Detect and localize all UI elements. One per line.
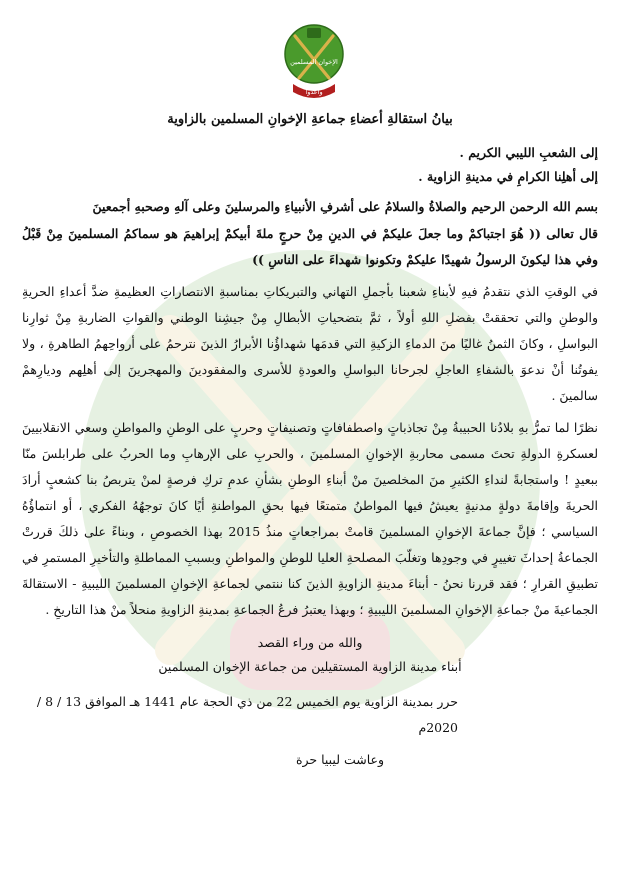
- address-line-zawiya: إلى أهلِنا الكرامِ في مدينةِ الزاوية .: [418, 169, 598, 184]
- closing-dua: والله من وراء القصد: [257, 635, 363, 650]
- paragraph-congratulations: في الوقتِ الذي نتقدمُ فيهِ لأبناءِ شعبنا بأجملِ التهاني والتبريكاتِ بمناسبةِ الانتصاراتِ العظيمةِ ضدَّ أعداءِ الحريةِ والوطنِ والتي تحققتْ بفضلِ اللهِ أولاً ، ثمَّ بتضحياتِ الأبطالِ مِنْ جيشِنا الوطني والقواتِ الضاربةِ مِنْ ثوارِنا البواسلِ ، وكانَ الثمنُ غاليًا منَ الدماءِ الزكيةِ التي قدمَها شهداؤُنا الأبرارُ الذينَ نترحمُ على أرواحِهمُ الطاهرةِ ، ولا يفوتُنا أنْ ندعوَ بالشفاءِ العاجلِ لجرحانا البواسلِ والعودةِ للأسرى والمفقودينَ والمهجرينَ إلى أهلِهم وديارِهمْ سالمينَ .: [22, 284, 598, 403]
- date-line: حرر بمدينة الزاوية يوم الخميس 22 من ذي الحجة عام 1441 هـ الموافق 13 / 8 / 2020م: [36, 694, 458, 735]
- statement-document: [22, 112, 598, 773]
- signatories: أبناء مدينة الزاوية المستقيلين من جماعة الإخوان المسلمين: [158, 659, 462, 674]
- emblem-banner-text: وأعدوا: [305, 88, 323, 96]
- address-line-people: إلى الشعبِ الليبي الكريم .: [459, 145, 598, 160]
- basmala: بسم الله الرحمن الرحيم والصلاةُ والسلامُ على أشرفِ الأنبياءِ والمرسلينَ وعلى آلهِ وصحبهِ أجمعينَ: [92, 199, 598, 214]
- final-slogan: وعاشت ليبيا حرة: [295, 752, 385, 767]
- muslim-brotherhood-emblem: [283, 22, 345, 104]
- book-icon: [307, 28, 321, 38]
- quran-verse: قال تعالى (( هُوَ اجتباكمْ وما جعلَ عليكمْ في الدينِ مِنْ حرجٍ ملةَ أبيكمْ إبراهيمَ هو سماكمُ المسلمينَ مِنْ قَبْلُ وفي هذا ليكونَ الرسولُ شهيدًا عليكمْ وتكونوا شهداءَ على الناسِ )): [22, 226, 598, 267]
- document-title: بيانُ استقالةِ أعضاءِ جماعةِ الإخوانِ المسلمين بالزاوية: [167, 112, 453, 127]
- emblem-ribbon-text: الإخوان المسلمين: [290, 58, 338, 66]
- paragraph-resignation: نظرًا لما تمرُّ بهِ بلادُنا الحبيبةُ مِنْ تجاذباتٍ واصطفافاتٍ وتصنيفاتٍ وحربٍ على الوطنِ والمواطنِ وسعي الانقلابيينَ لعسكرةِ الدولةِ تحتَ مسمى محاربةِ الإخوانِ المسلمينَ ، والحربِ على الإرهابِ وما الحربُ على طرابلسَ منّا ببعيدٍ ! واستجابةً لنداءِ الكثيرِ منَ المخلصينَ منْ أبناءِ الوطنِ بشأنِ عدمِ تركِ فرصةٍ لمنْ يتربصُ بنا كشعبٍ أرادَ الحريةَ وإقامةَ دولةٍ مدنيةٍ يعيشُ فيها المواطنُ متمتعًا فيها بحقِ المواطنةِ أيًا كانَ توجهُهُ الفكري ، أو انتماؤُهُ السياسي ؛ فإنَّ جماعةَ الإخوانِ المسلمينَ قامتْ بمراجعاتٍ منذُ 2015 بهذا الخصوصِ ، وبناءً على ذلكَ قررتْ الجماعةُ إحداثَ تغييرٍ في وجودِها وتغلّبَ المصلحةِ العليا للوطنِ والمواطنِ وبسببِ المماطلةِ والتأخيرِ المستمرِ في تطبيقِ القرارِ ؛ فقد قررنا نحنُ - أبناءَ مدينةِ الزاويةِ الذينَ كنا ننتمي لجماعةِ الإخوانِ المسلمينَ الليبيةِ - الاستقالةَ الجماعيةَ منْ جماعةِ الإخوانِ المسلمينَ الليبيةِ ؛ وبهذا يعتبرُ فرعُ الجماعةِ بمدينةِ الزاويةِ منحلاً منْ هذا التاريخِ .: [22, 420, 598, 617]
